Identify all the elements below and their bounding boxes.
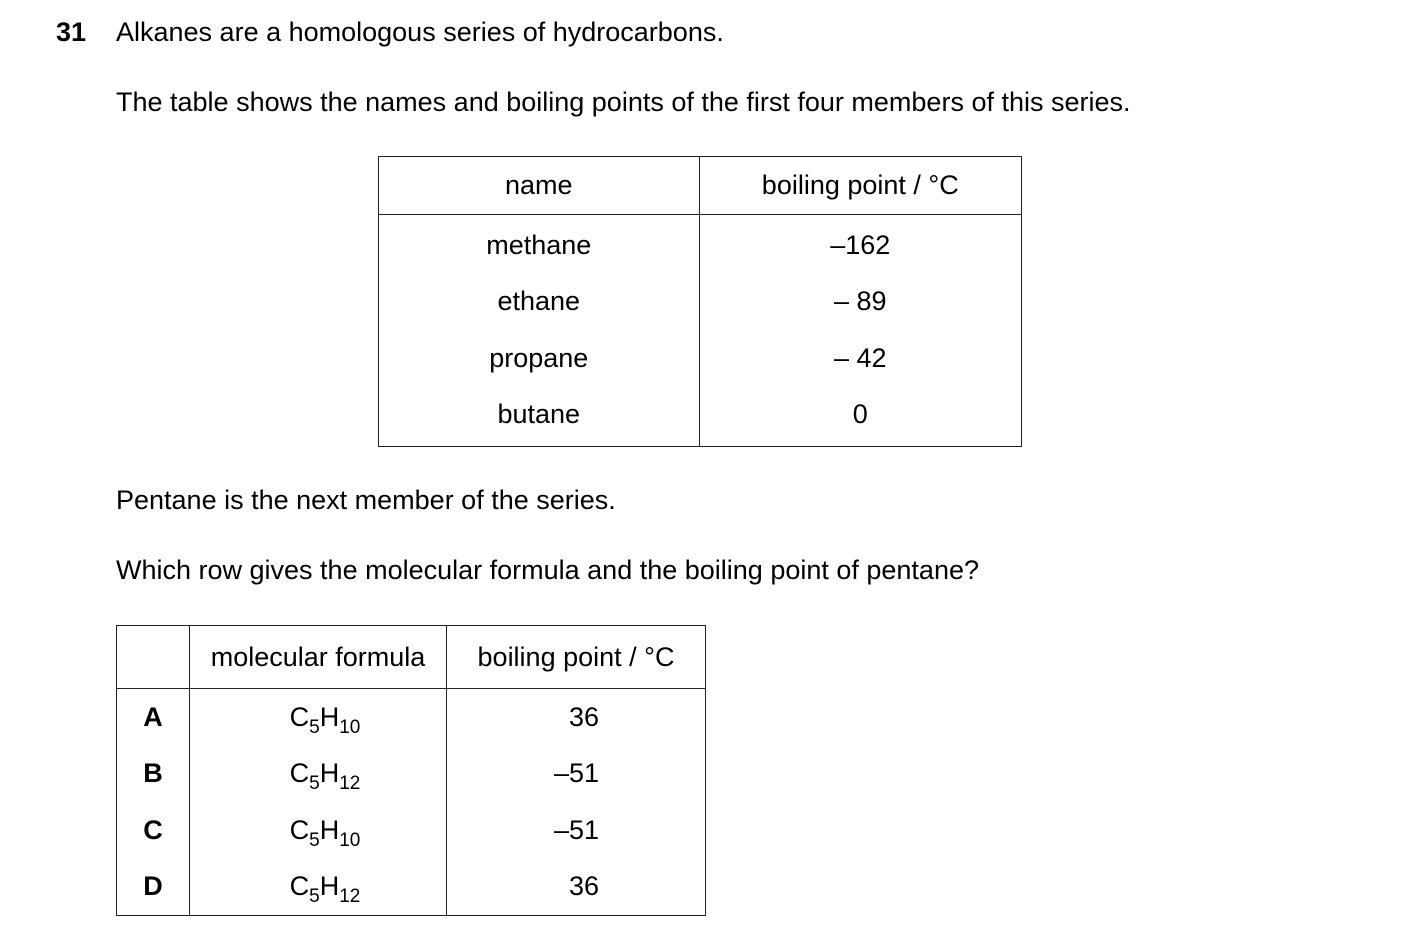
column-header-molecular-formula: molecular formula [190, 626, 447, 689]
answer-option-row-d[interactable] [117, 859, 706, 916]
table-header-row [379, 157, 1022, 215]
question-intro: The table shows the names and boiling points of the first four members of this series. [116, 87, 1131, 117]
option-boiling-point: 36 [568, 871, 599, 902]
question-number: 31 [56, 17, 87, 47]
table-row [379, 387, 1022, 447]
alkane-boiling-point: – 42 [833, 342, 887, 373]
option-boiling-point: –51 [553, 758, 599, 789]
option-key[interactable]: D [117, 859, 190, 916]
column-header-option-key [117, 626, 190, 689]
column-header-name: name [379, 157, 700, 215]
question-stem: Alkanes are a homologous series of hydrocarbons. [116, 17, 724, 47]
alkane-name: butane [379, 387, 700, 447]
alkane-boiling-point-table [378, 156, 1022, 447]
answer-option-row-c[interactable] [117, 802, 706, 859]
option-key[interactable]: C [117, 802, 190, 859]
answer-options-table [116, 625, 706, 916]
molecular-formula: $C_5H_{12}$ [190, 746, 447, 803]
molecular-formula: $C_5H_{12}$ [190, 859, 447, 916]
alkane-name: methane [379, 215, 700, 274]
option-key[interactable]: A [117, 689, 190, 746]
answer-option-row-b[interactable] [117, 746, 706, 803]
column-header-boiling-point: boiling point / °C [699, 157, 1021, 215]
alkane-boiling-point: –162 [830, 229, 891, 260]
option-boiling-point: –51 [553, 814, 599, 845]
option-key[interactable]: B [117, 746, 190, 803]
question-prompt: Which row gives the molecular formula and the boiling point of pentane? [116, 555, 979, 585]
pentane-statement: Pentane is the next member of the series. [116, 485, 616, 515]
alkane-name: propane [379, 330, 700, 387]
alkane-name: ethane [379, 274, 700, 331]
alkane-boiling-point: – 89 [833, 286, 887, 317]
molecular-formula: $C_5H_{10}$ [190, 689, 447, 746]
answer-option-row-a[interactable] [117, 689, 706, 746]
table-row [379, 274, 1022, 331]
column-header-boiling-point: boiling point / °C [447, 626, 706, 689]
table-row [379, 215, 1022, 274]
table-row [379, 330, 1022, 387]
options-header-row [117, 626, 706, 689]
molecular-formula: $C_5H_{10}$ [190, 802, 447, 859]
alkane-boiling-point: 0 [852, 399, 868, 430]
option-boiling-point: 36 [568, 701, 599, 732]
